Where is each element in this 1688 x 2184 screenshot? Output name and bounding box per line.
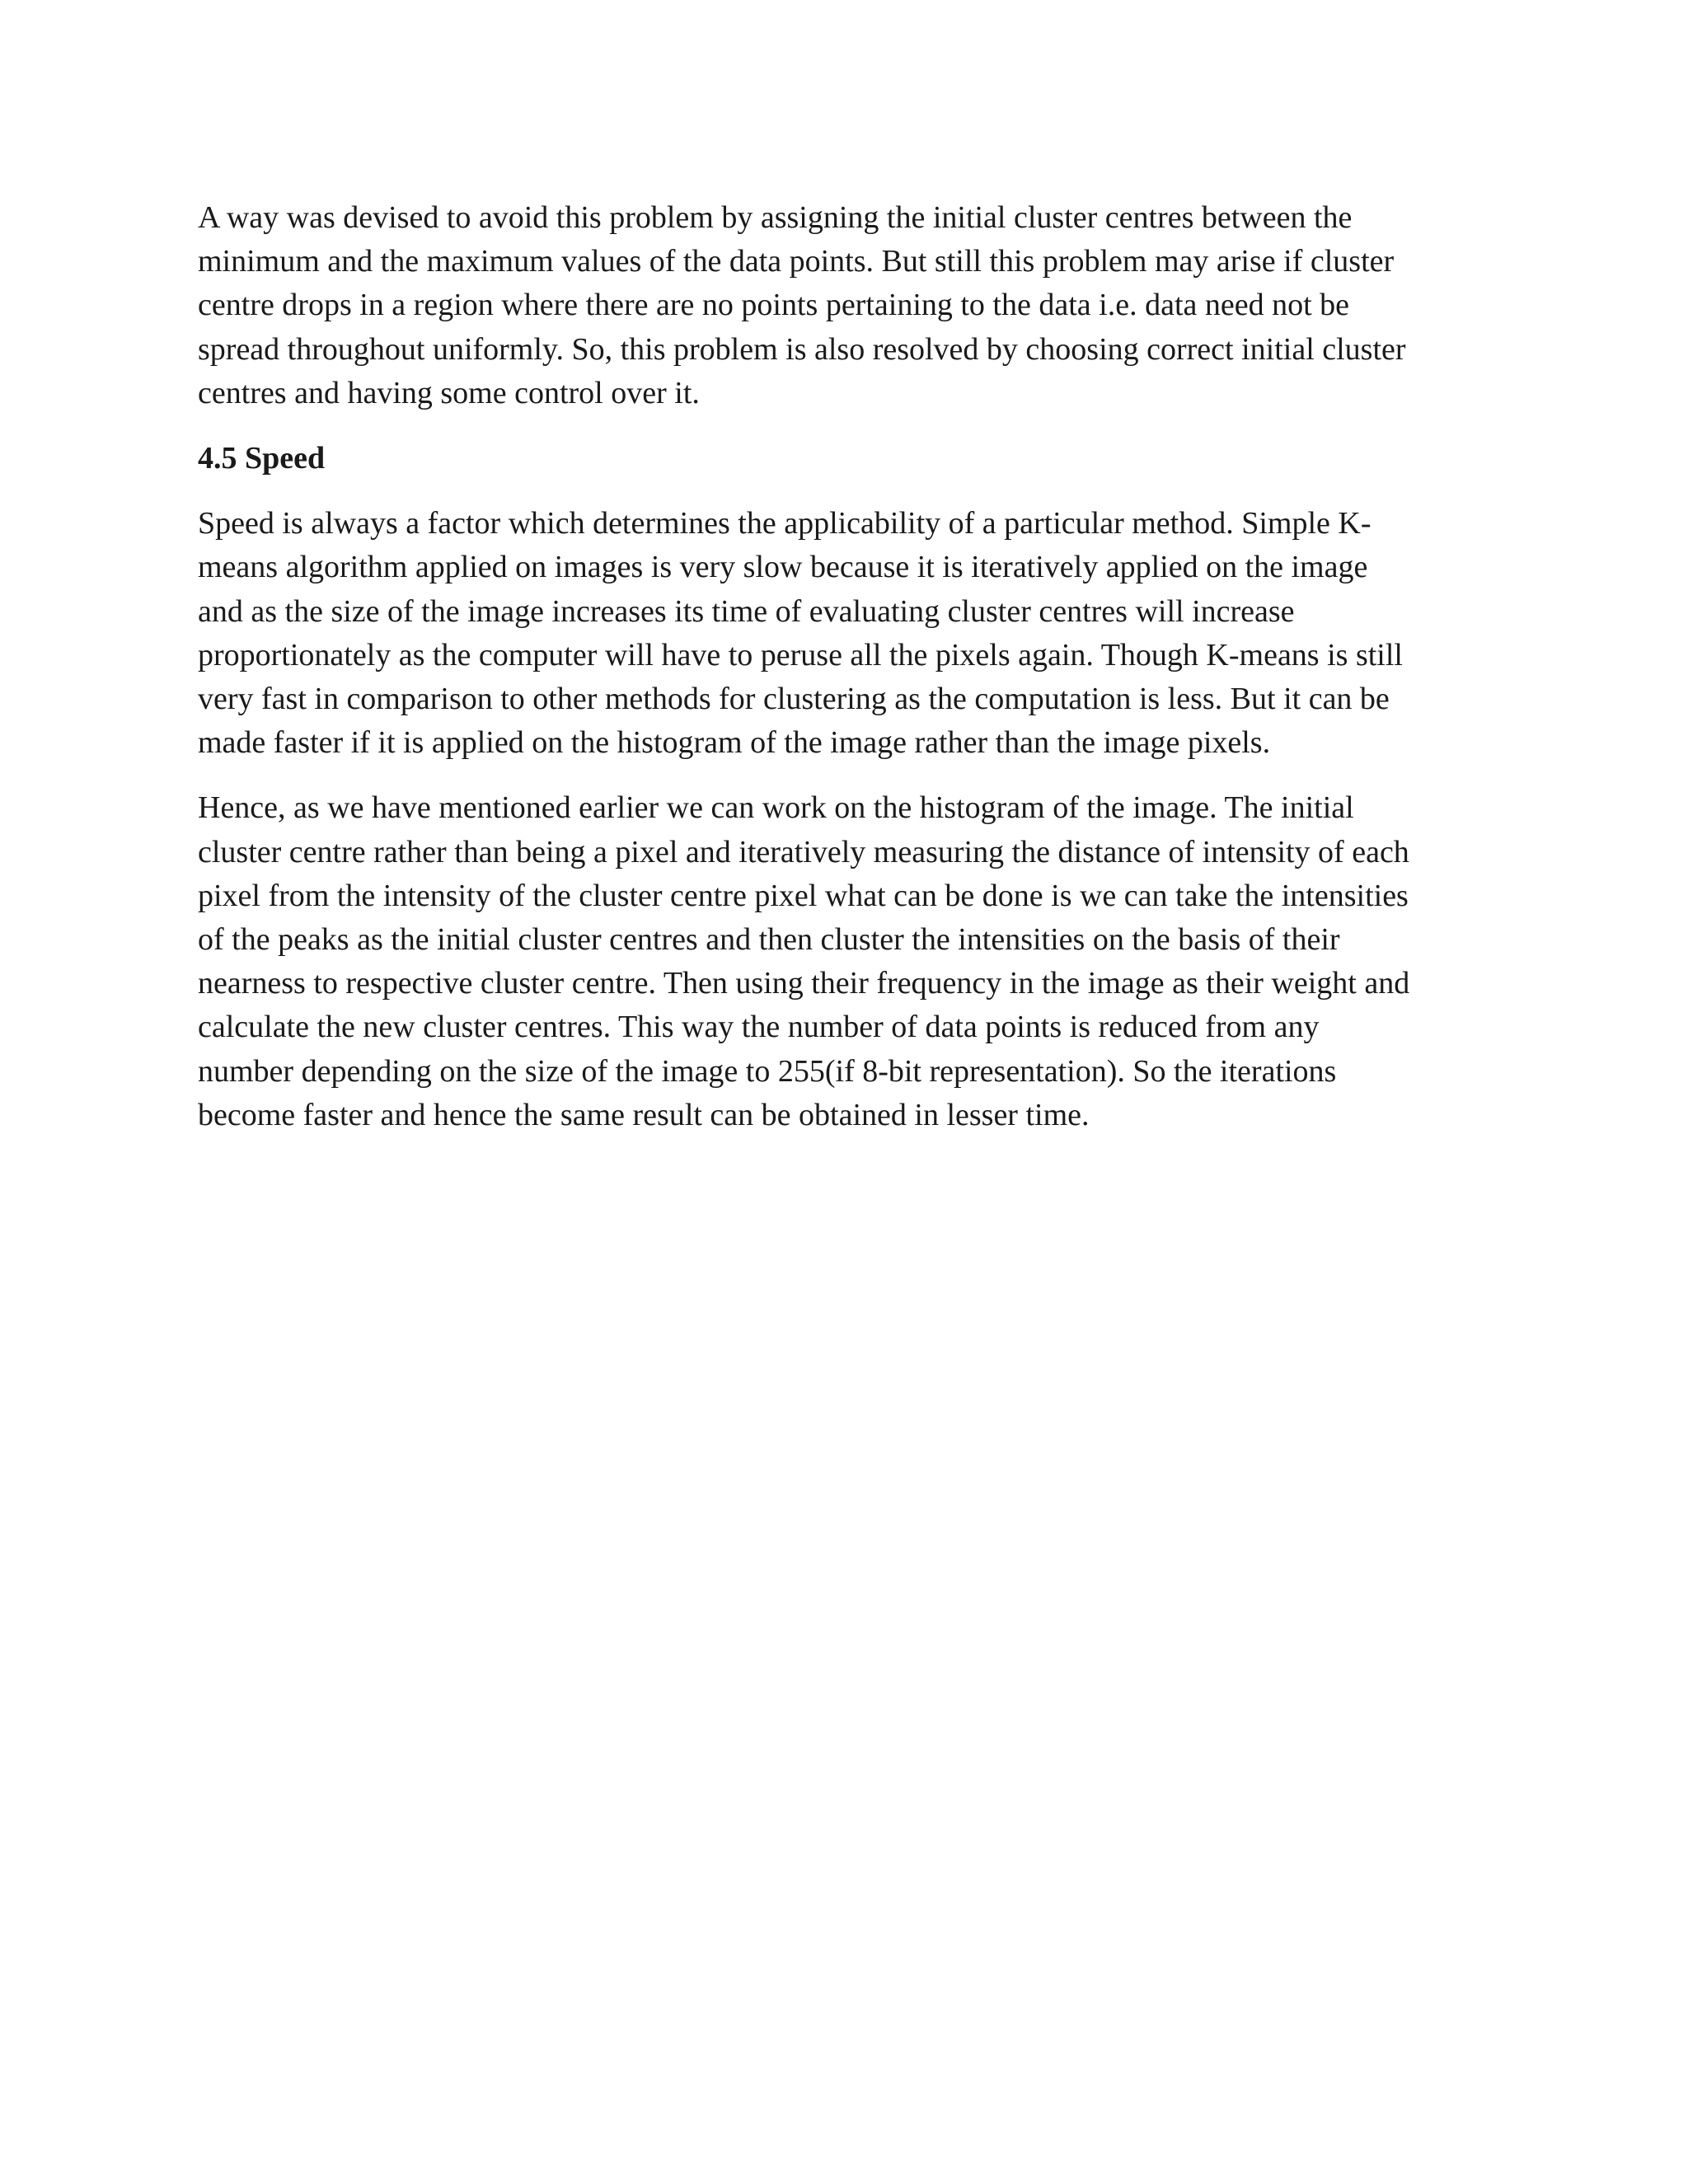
paragraph-1 [198,196,1500,415]
section-heading: 4.5 Speed [198,441,326,476]
paragraph-line: and as the size of the image increases its time of evaluating cluster centres will increase [198,593,1295,629]
paragraph-line: A way was devised to avoid this problem by assigning the initial cluster centres between the [198,200,1353,235]
paragraph-line: calculate the new cluster centres. This way the number of data points is reduced from any [198,1010,1320,1045]
paragraph-line: minimum and the maximum values of the data points. But still this problem may arise if cluster [198,244,1395,279]
paragraph-line: centres and having some control over it. [198,375,700,410]
paragraph-line: means algorithm applied on images is very slow because it is iteratively applied on the image [198,550,1368,585]
paragraph-2 [198,502,1500,765]
paragraph-line: Speed is always a factor which determines the applicability of a particular method. Simple K- [198,506,1372,541]
paragraph-line: nearness to respective cluster centre. Then using their frequency in the image as their weight and [198,966,1410,1001]
paragraph-line: pixel from the intensity of the cluster centre pixel what can be done is we can take the intensities [198,878,1409,913]
paragraph-line: centre drops in a region where there are no points pertaining to the data i.e. data need not be [198,288,1350,323]
paragraph-line: proportionately as the computer will have to peruse all the pixels again. Though K-means is still [198,637,1403,673]
paragraph-line: of the peaks as the initial cluster centres and then cluster the intensities on the basis of their [198,922,1340,958]
paragraph-3 [198,786,1500,1137]
paragraph-line: Hence, as we have mentioned earlier we can work on the histogram of the image. The initial [198,790,1354,826]
paragraph-line: spread throughout uniformly. So, this problem is also resolved by choosing correct initial cluster [198,331,1406,367]
paragraph-line: cluster centre rather than being a pixel and iteratively measuring the distance of intensity of each [198,834,1409,869]
paragraph-line: number depending on the size of the image to 255(if 8-bit representation). So the iterations [198,1053,1337,1089]
paragraph-line: made faster if it is applied on the histogram of the image rather than the image pixels. [198,725,1271,761]
text-body [198,196,1500,1159]
paragraph-line: become faster and hence the same result can be obtained in lesser time. [198,1097,1090,1132]
paragraph-line: very fast in comparison to other methods for clustering as the computation is less. But it can be [198,682,1390,717]
